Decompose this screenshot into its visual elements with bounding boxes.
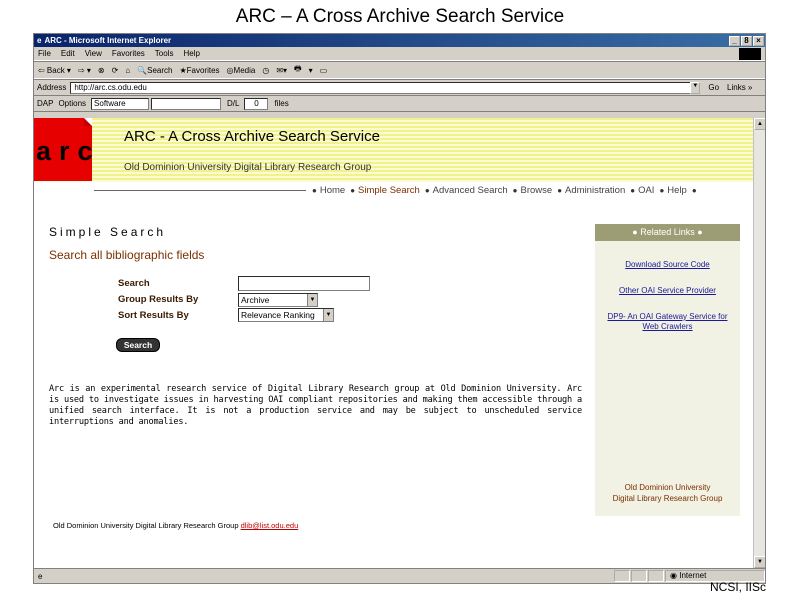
- related-footer-line1: Old Dominion University: [624, 483, 711, 492]
- toolbar-search-input[interactable]: [151, 98, 221, 110]
- windows-flag-icon: [739, 48, 761, 60]
- bullet-icon: ●: [512, 186, 518, 195]
- footer-email-link[interactable]: dlib@list.odu.edu: [240, 521, 299, 530]
- window-title: ARC - Microsoft Internet Explorer: [44, 36, 172, 45]
- arc-logo-text: arc: [36, 136, 101, 166]
- sort-select-value: Relevance Ranking: [241, 310, 315, 320]
- chevron-down-icon[interactable]: ▼: [307, 294, 317, 306]
- page-status-icon: e: [38, 571, 43, 581]
- menu-tools[interactable]: Tools: [154, 49, 174, 58]
- menu-favorites[interactable]: Favorites: [111, 49, 145, 58]
- group-select[interactable]: [238, 293, 318, 307]
- nav-browse[interactable]: Browse: [520, 185, 553, 196]
- forward-button[interactable]: ⇨ ▾: [77, 65, 91, 75]
- address-bar: [34, 79, 765, 95]
- banner-subtitle: Old Dominion University Digital Library Research Group: [124, 162, 372, 173]
- page-viewport: [34, 118, 754, 568]
- globe-icon: ◉: [670, 571, 677, 580]
- links-toolbar: [34, 95, 765, 112]
- nav-advanced-search[interactable]: Advanced Search: [432, 185, 508, 196]
- standard-toolbar: [34, 61, 765, 79]
- footer-text: Old Dominion University Digital Library Research Group: [53, 521, 239, 530]
- nav-home[interactable]: Home: [319, 185, 346, 196]
- footer-credit: [53, 521, 298, 530]
- address-input[interactable]: http://arc.cs.odu.edu: [70, 82, 700, 94]
- logo-fold: [84, 118, 92, 126]
- other-oai-link[interactable]: Other OAI Service Provider: [619, 286, 716, 295]
- page-title: Simple Search: [49, 225, 167, 239]
- search-submit-button[interactable]: Search: [116, 338, 160, 352]
- menu-view[interactable]: View: [84, 49, 102, 58]
- site-banner: [34, 118, 754, 182]
- banner-title: ARC - A Cross Archive Search Service: [124, 128, 380, 145]
- back-button[interactable]: ⇦ Back ▾: [38, 65, 71, 75]
- vertical-scrollbar[interactable]: [753, 118, 765, 568]
- related-links-panel: [595, 224, 740, 516]
- scroll-up-icon[interactable]: ▲: [754, 118, 766, 130]
- chevron-down-icon[interactable]: ▼: [323, 309, 333, 321]
- bullet-icon: ●: [350, 186, 356, 195]
- bullet-icon: ●: [424, 186, 430, 195]
- status-cell: [614, 570, 630, 582]
- dap-button[interactable]: DAP: [37, 99, 54, 108]
- dl-count[interactable]: 0: [244, 98, 268, 110]
- print-icon[interactable]: 🖶: [294, 64, 302, 73]
- media-button[interactable]: ◎Media: [226, 65, 256, 75]
- go-button[interactable]: Go: [708, 83, 720, 92]
- menu-bar: [34, 47, 765, 61]
- nav-oai[interactable]: OAI: [638, 185, 655, 196]
- history-icon[interactable]: ◷: [262, 65, 270, 75]
- bullet-icon: ●: [691, 186, 697, 195]
- page-subtitle: Search all bibliographic fields: [49, 248, 205, 262]
- bullet-icon: ●: [697, 227, 703, 237]
- status-cell: [648, 570, 664, 582]
- search-label: Search: [118, 278, 150, 289]
- description-text: Arc is an experimental research service of Digital Library Research group at Old Dominion University. Arc is used to investigate issues in harvesting OAI compliant repositories and making them accessible through a unified search interface. It is not a production service and may be subject to unscheduled service interruptions and anomalies.: [49, 384, 582, 427]
- address-dropdown-icon[interactable]: ▼: [690, 82, 700, 94]
- stop-icon[interactable]: ⊗: [97, 65, 105, 75]
- close-button[interactable]: ×: [753, 36, 764, 46]
- zone-label: Internet: [679, 571, 707, 580]
- discuss-icon[interactable]: ▭: [319, 65, 328, 75]
- bullet-icon: ●: [659, 186, 665, 195]
- related-footer: [595, 482, 740, 504]
- slide-credit: NCSI, IISc: [709, 580, 766, 594]
- slide-title: ARC – A Cross Archive Search Service: [235, 6, 565, 27]
- bullet-icon: ●: [632, 227, 638, 237]
- group-select-value: Archive: [241, 295, 270, 305]
- bullet-icon: ●: [630, 186, 636, 195]
- nav-rule: [94, 190, 306, 191]
- links-button[interactable]: Links »: [727, 83, 753, 92]
- menu-file[interactable]: File: [38, 49, 51, 58]
- address-label: Address: [37, 83, 67, 92]
- related-footer-line2: Digital Library Research Group: [612, 494, 723, 503]
- menu-help[interactable]: Help: [183, 49, 200, 58]
- menu-edit[interactable]: Edit: [60, 49, 75, 58]
- maximize-button[interactable]: 8: [741, 36, 752, 46]
- related-links-title: Related Links: [640, 227, 695, 237]
- favorites-button[interactable]: ★Favorites: [179, 65, 220, 75]
- nav-help[interactable]: Help: [667, 185, 687, 196]
- status-cell: [631, 570, 647, 582]
- home-icon[interactable]: ⌂: [125, 65, 131, 75]
- related-links-heading: [595, 224, 740, 241]
- options-button[interactable]: Options: [58, 99, 87, 108]
- group-label: Group Results By: [118, 294, 199, 305]
- edit-dropdown-icon[interactable]: ▾: [308, 65, 313, 75]
- bullet-icon: ●: [312, 186, 317, 195]
- mail-icon[interactable]: ✉▾: [276, 65, 288, 75]
- minimize-button[interactable]: _: [729, 36, 740, 46]
- main-nav: [94, 185, 744, 196]
- ie-icon: e: [37, 36, 42, 45]
- search-button[interactable]: 🔍Search: [137, 65, 173, 75]
- search-input[interactable]: [238, 276, 370, 291]
- window-titlebar: [34, 34, 765, 47]
- status-bar: [34, 568, 766, 583]
- dp9-link[interactable]: DP9- An OAI Gateway Service for Web Crawlers: [607, 312, 728, 331]
- sort-select[interactable]: [238, 308, 334, 322]
- sort-label: Sort Results By: [118, 310, 189, 321]
- nav-simple-search[interactable]: Simple Search: [358, 185, 420, 196]
- download-source-link[interactable]: Download Source Code: [625, 260, 710, 269]
- scroll-down-icon[interactable]: ▼: [754, 556, 766, 568]
- dl-label: D/L: [227, 99, 240, 108]
- files-label: files: [274, 99, 289, 108]
- refresh-icon[interactable]: ⟳: [111, 65, 119, 75]
- bullet-icon: ●: [557, 186, 563, 195]
- browser-window: [33, 33, 766, 584]
- software-select[interactable]: Software: [91, 98, 149, 110]
- nav-administration[interactable]: Administration: [565, 185, 626, 196]
